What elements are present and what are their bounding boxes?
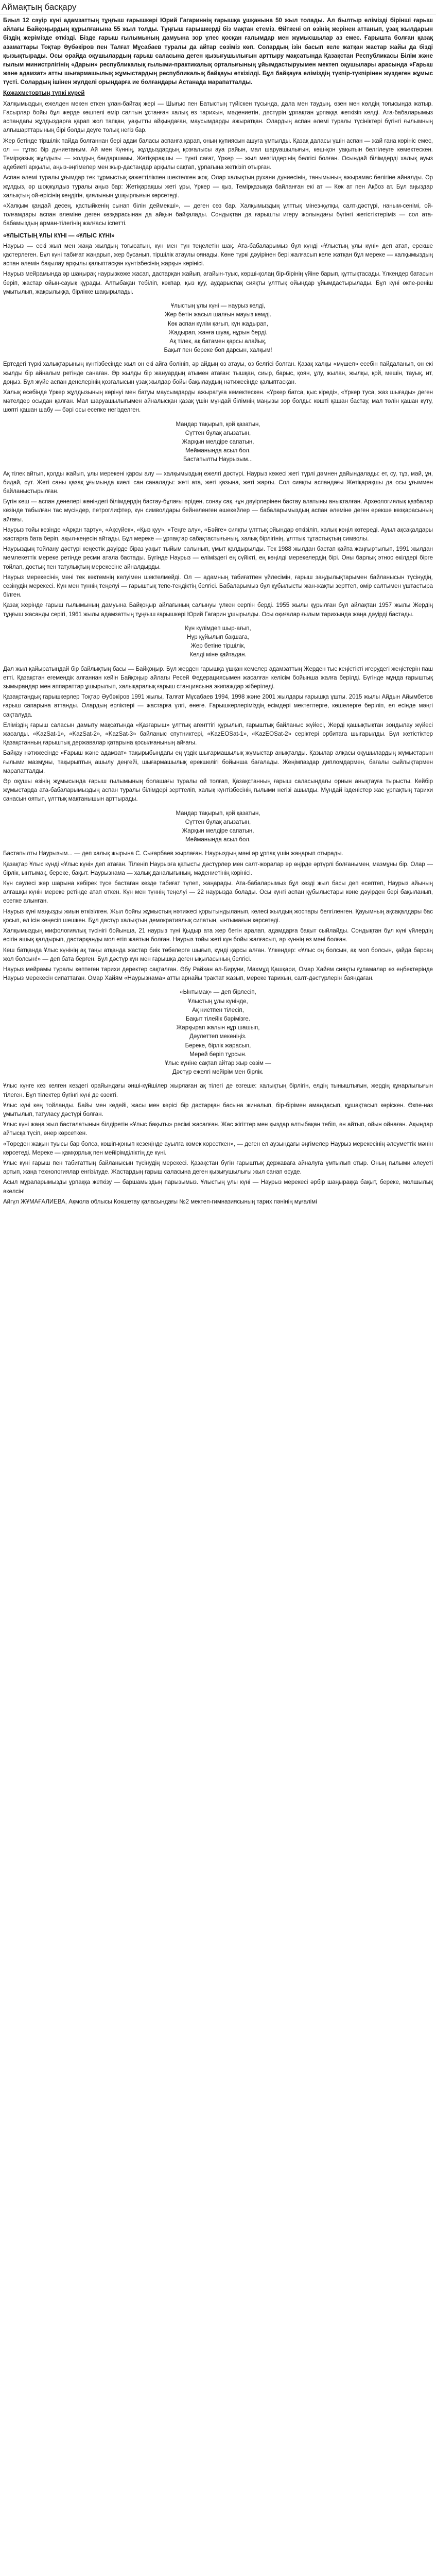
verse-line: Жадырап, жанға шуақ, нұрын берді. xyxy=(168,329,268,336)
verse-line: Жарқын мелдіре сапатын, xyxy=(182,438,254,445)
page-title: Аймақтың басқару xyxy=(0,0,436,14)
paragraph: Байқау нәтижесінде «Ғарыш және адамзат» тақырыбындағы ең үздік шығармашылық жұмыстар анықталды. Қазылар алқасы оқушылардың жұмыстарын ғылыми мазмұны, тақырыптың ашылу деңгейі, шығармашылық ерекшелігі бойынша бағалады. Жеңімпаздар дипломдармен, бағалы сыйлықтармен марапатталды. xyxy=(3,750,433,774)
verse-block xyxy=(3,624,433,660)
paragraph: Аспан әлемі туралы ұғымдар тек тұрмыстық қажеттілікпен шектелген жоқ. Олар халықтың рухани дүниесінің, танымының ажырамас бөлігіне айналды. Әр жұлдыз, әр шоқжұлдыз туралы аңыз бар: Жетіқарақшы жеті ұры, Үркер — қыз, Темірқазыққа байланған екі ат — Көк ат пен Ақбоз ат. Бұл аңыздар халықтың ой-өрісінің кеңдігін, қиялының ұшқырлығын көрсетеді. xyxy=(3,175,433,199)
paragraph: Ұлыс күні жаңа жыл басталатынын білдіретін «Ұлыс бақыты» рәсімі жасалған. Жас жігіттер мен қыздар алтыбақан тебіп, ән айтып, ойын ойнаған. Ақындар айтысқа түсіп, өнер көрсеткен. xyxy=(3,1122,433,1137)
article-subhead: Қожахметовтың түпкі күрей xyxy=(3,90,85,96)
verse-line: Келді міне қайтадан. xyxy=(189,652,247,658)
section-5 xyxy=(3,1082,433,1207)
verse-line: Мандар тақырып, қой қазатын, xyxy=(176,421,260,428)
verse-line: Дәулеттеп мекеніңіз. xyxy=(189,1033,247,1040)
paragraph: Халық есебінде Үркер жұлдызының көрінуі мен батуы маусымдарды ажыратуға көмектескен. «Үркер батса, қыс кіреді», «Үркер туса, жаз шығады» деген мәтелдер осыдан қалған. Мал шаруашылығымен айналысқан қазақ үшін мұндай білімнің маңызы зор болды: көшті қашан бастау, мал төлін қашан күту, шөпті қашан шабу — бәрі осы есепке негізделген. xyxy=(3,389,433,414)
verse-line: Жер бетіне тіршілік, xyxy=(190,643,246,650)
paragraph: Халқымыздың ежелден мекен еткен ұлан-байтақ жері — Шығыс пен Батыстың түйіскен тұсында, дала мен таудың, өзен мен көлдің тоғысында жатыр. Ғасырлар бойы бұл жерде көшпелі өмір салтын ұстанған халық өз тарихын, мәдениетін, дәстүрін ұрпақтан ұрпаққа жеткізіп келді. Ата-бабаларымыз аспандағы жұлдыздарға қарап жол тапқан, уақытты айқындаған, маусымдарды ажыратқан. Олардың аспан әлемі туралы түсініктері бүгінгі ғылымның алғышарттарының бірі болды деуге толық негіз бар. xyxy=(3,100,433,134)
verse-line: Көк аспан күлім қағып, күн жадырап, xyxy=(168,320,268,327)
verse-line: Ұлыс күніне сақтап айтар жыр сөзім — xyxy=(165,1060,271,1066)
verse-line: Ұлыстың ұлы күнінде, xyxy=(188,998,248,1005)
paragraph: «Халқым қандай десең, қастыйкенің сынап білін деймекші», — деген сөз бар. Халқымыздың ұлттық мінез-құлқы, салт-дәстүрі, наным-сенімі, ой-толғамдары аспан әлеміне деген көзқарасынан да айқын байқалады. Сондықтан да ғарышты игеру жолындағы бүгінгі жетістіктеріміз — сол ата-бабамыздың арман-тілегінің жалғасы іспетті. xyxy=(3,203,433,227)
verse-line: Ақ тілек, ақ батамен қарсы алайық, xyxy=(169,338,267,345)
paragraph: Еліміздің ғарыш саласын дамыту мақсатында «Қазғарыш» ұлттық агенттігі құрылып, ғарыштық байланыс жүйесі, Жерді қашықтықтан зондылау жүйесі жасалды. «KazSat-1», «KazSat-2», «KazSat-3» байланыс спутниктері, «KazEOSat-1», «KazEOSat-2» серіктері орбитаға шығарылды. Бұл жетістіктер Қазақстанның ғарыштық державалар қатарына қосылғанының айғағы. xyxy=(3,722,433,747)
verse-line: Бақыт пен береке боп дарсын, халқым! xyxy=(164,347,272,354)
section-1b xyxy=(3,360,433,415)
paragraph: Наурыз тойы кезінде «Арқан тарту», «Ақсүйек», «Қыз қуу», «Теңге алу», «Бәйге» сияқты ұлттық ойындар өткізіліп, халық көңіл көтереді. Ауыл ақсақалдары жастарға бата беріп, ақыл-кеңесін айтады. Бұл мереке — ұрпақтар сабақтастығының, халық бірлігінің, ұлттық тұтастықтың символы. xyxy=(3,527,433,542)
verse-line: Мандар тақырып, қой қазатын, xyxy=(176,810,260,817)
verse-line: Ұлыстың ұлы күні — наурыз келді, xyxy=(170,303,266,310)
verse-line: Жарқын мелдіре сапатын, xyxy=(182,828,254,835)
verse-line: Сүттен бұлақ ағызатын, xyxy=(185,430,251,436)
section-4 xyxy=(3,850,433,983)
section-2 xyxy=(3,470,433,619)
author-signature: Айгүл ЖҰМАҒАЛИЕВА, Ақмола облысы Кокшетау қаласындағы №2 мектеп-гимназиясының тарих пәнінің мұғалімі xyxy=(3,1198,317,1205)
paragraph: Қазақстандық ғарышкерлер Тоқтар Әубәкіров 1991 жылы, Талғат Мұсабаев 1994, 1998 және 2001 жылдары ғарышқа ұшты. 2015 жылы Айдын Айымбетов ғарыш сапарына аттанды. Олардың ерліктері — жастарға үлгі, өнеге. Ғарышкерлеріміздің есімдері мектептерге, көшелерге беріліп, ел есінде мәңгі сақталуда. xyxy=(3,694,433,718)
verse-line: Ақ ниетпен тілесіп, xyxy=(192,1007,244,1013)
verse-line: Береке, бірлік жарасып, xyxy=(185,1042,251,1049)
paragraph: Ұлыс күні ғарыш пен табиғаттың байланысын түсінудің мерекесі. Қазақстан бүгін ғарыштық державаға айналуға ұмтылып отыр. Оның ғылыми әлеуеті артып, жаңа технологиялар енгізілуде. Жастардың ғарыш саласына деген қызығушылығы жыл санап өсуде. xyxy=(3,1160,433,1176)
verse-line: Сүттен бұлақ ағызатын, xyxy=(185,819,251,825)
paragraph: Наурыз — ескі жыл мен жаңа жылдың тоғысатын, күн мен түн теңелетін шақ. Ата-бабаларымыз бұл күнді «Ұлыстың ұлы күні» деп атап, ерекше қастерлеген. Бұл күні табиғат жаңарып, жер бусанып, тіршілік атаулы оянады. Көне түркі дәуірінен бері жалғасып келе жатқан бұл мереке — халқымыздың аспан әлемін бақылау арқылы қалыптасқан күнтізбесінің жарқын көрінісі. xyxy=(3,243,433,267)
section-heading: «ҰЛЫСТЫҢ ҰЛЫ КҮНІ — «ҰЛЫС КҮНІ» xyxy=(3,232,115,239)
verse-line: «Ынтымақ» — деп бірлесіп, xyxy=(180,989,256,996)
paragraph: Қазақ жерінде ғарыш ғылымының дамуына Байқоңыр айлағының салынуы үлкен серпін берді. 1955 жылы құрылған бұл айлақтан 1957 жылы Жердің тұңғыш жасанды серігі, 1961 жылы адамзаттың тұңғыш ғарышкері Юрий Гагарин ұшырылды. Осы оқиғалар ғылым тарихында жаңа дәуірді бастады. xyxy=(3,602,433,618)
paragraph: Наурыздың тойлану дәстүрі кеңестік дәуірде біраз уақыт тыйым салынып, ұмыт қалдырылды. Тек 1988 жылдан бастап қайта жаңғыртылып, 1991 жылдан мемлекеттік мереке ретінде ресми атала бастады. Бүгінде Наурыз — еліміздегі ең сүйікті, ең көңілді мерекелердің бірі. Оны барлық этнос өкілдері бірге тойлап, достық пен татулықтың мерекесіне айналдырды. xyxy=(3,546,433,570)
paragraph: Бүгін кеш — аспан денелері жөніндегі білімдердің бастау-бұлағы әріден, сонау сақ, ғұн дәуірлерінен бастау алатыны анықталған. Археологиялық қазбалар кезінде табылған тас мүсіндер, петроглифтер, күн символдары бейнеленген әшекейлер — бабаларымыздың аспан әлеміне деген ерекше көзқарасының айғағы. xyxy=(3,499,433,523)
paragraph: Ақ тілек айтып, қолды жайып, ұлы мерекені қарсы алу — халқымыздың ежелгі дәстүрі. Наурыз көжесі жеті түрлі дәмнен дайындалады: ет, су, тұз, май, ұн, бидай, сүт. Жеті саны қазақ ұғымында киелі сан саналады: жеті ата, жеті қазына, жеті жарғы. Сол сияқты аспандағы Жетіқарақшы да осы ұғыммен байланыстырылған. xyxy=(3,470,433,495)
paragraph: Ертедегі түркі халықтарының күнтізбесінде жыл он екі айға бөлініп, әр айдың өз атауы, өз белгісі болған. Қазақ халқы «мүшел» есебін пайдаланып, он екі жылды бір айналым ретінде санаған. Әр жылды бір жануардың атымен атаған: тышқан, сиыр, барыс, қоян, ұлу, жылан, жылқы, қой, мешін, тауық, ит, доңыз. Бұл жүйе аспан денелерінің қозғалысын ұзақ жылдар бойы бақылаудың нәтижесінде қалыптасқан. xyxy=(3,361,433,385)
paragraph: Дәл жыл қайыратындай бір байлықтың басы — Байқоңыр. Бұл жерден ғарышқа ұшқан кемелер адамзаттың Жерден тыс кеңістікті игерудегі жеңістерін паш етті. Қазақстан егемендік алғаннан кейін Байқоңыр айлағы Ресей Федерациясымен жасалған келісім бойынша жалға берілді. Бүгінде мұнда ғарыштық зымырандар мен аппараттар ұшырылып, халықаралық ғарыш станциясына экипаждар жіберіледі. xyxy=(3,666,433,690)
verse-line: Жер бетін жасыл шалғын мауыз көмді. xyxy=(164,312,272,318)
verse-line: Бақыт тілейік бәрімізге. xyxy=(185,1015,251,1022)
paragraph: Наурыз мерекесінің мәні тек көктемнің келуімен шектелмейді. Ол — адамның табиғатпен үйлесімін, ғарыш заңдылықтарымен байланысын түсінудің, сезінудің мерекесі. Күн мен түннің теңелуі — ғарыштық тепе-теңдіктің белгісі. Бабаларымыз бұл құбылысты жан-жақты зерттеп, өмір салтымен ұштастыра білген. xyxy=(3,574,433,599)
paragraph: Ұлыс күнге кез келген кездегі орайындағы әнші-күйшілер жырлаған ақ тілегі де өзгеше: халықтың бірлігін, елдің тыныштығын, жердің құнарлылығын тілеген. Бұл тілектер бүгінгі күні де өзекті. xyxy=(3,1083,433,1098)
paragraph: Бастапылты Наурызым... — деп халық жырына С. Сығарбаев жырлаған. Наурыздың мәні әр ұрпақ үшін жаңарып отырады. xyxy=(3,851,343,857)
paragraph: Халқымыздың мифологиялық түсінігі бойынша, 21 наурыз түні Қыдыр ата жер бетін аралап, адамдарға бақыт сыйлайды. Сондықтан бұл күні үйлердің есігін ашық қалдырып, дастарқанды мол етіп жаятын болған. Наурыз тойы жеті күн бойы жалғасып, әр күннің өз мәні болған. xyxy=(3,928,433,943)
paragraph: Асыл мұраларымызды ұрпаққа жеткізу — баршамыздың парызымыз. Ұлыстың ұлы күні — Наурыз мерекесі әрбір шаңыраққа бақыт, береке, молшылық әкелсін! xyxy=(3,1179,433,1195)
paragraph: Наурыз мейрамы туралы көптеген тарихи деректер сақталған. Әбу Райхан әл-Бируни, Махмұд Қашқари, Омар Хайям сияқты ғұламалар өз еңбектерінде Наурыз мерекесін сипаттаған. Омар Хайям «Наурызнама» атты арнайы трактат жазып, мереке тарихын, салт-дәстүрлерін баяндаған. xyxy=(3,966,433,982)
paragraph: Әр оқушы өзінің жұмысында ғарыш ғылымының болашағы туралы ой толғап, Қазақстанның ғарыш саласындағы орнын анықтауға тырысты. Кейбір жұмыстарда ата-бабаларымыздың аспан туралы білімдері зерттеліп, халық күнтізбесінің ғылыми негізі ашылды. Мұндай ізденістер жас ұрпақтың тарихи санасын оятып, ұлттық мақтанышын арттырады. xyxy=(3,778,433,803)
section-1 xyxy=(3,242,433,297)
verse-line: Дәстүр ежелгі мейірім мен бірлік. xyxy=(172,1069,264,1076)
paragraph: Күн сәулесі жер шарына көбірек түсе бастаған кезде табиғат түлеп, жаңарады. Ата-бабаларымыз бұл кезді жыл басы деп есептеп, Наурыз айының алғашқы күнін мереке ретінде атап өткен. Күн мен түннің теңелуі — 22 наурызда болады. Осы күнгі аспан құбылыстары көне дәуірден бері бақыланып, есепке алынған. xyxy=(3,880,433,905)
paragraph: Жер бетінде тіршілік пайда болғаннан бері адам баласы аспанға қарап, оның құпиясын ашуға ұмтылды. Қазақ даласы үшін аспан — жай ғана көрініс емес, ол — тұтас бір дүниетаным. Ай мен Күннің, жұлдыздардың қозғалысы ауа райын, мал шаруашылығын, көш-қон уақытын белгілеуге көмектескен. Темірқазық жұлдызы — жолдың бағдаршамы, Жетіқарақшы — түнгі сағат, Үркер — жыл мезгілдерінің белгісі болған. Осындай білімдерді халық ауыз әдебиеті арқылы, аңыз-әңгімелер мен жыр-дастандар арқылы сақтап, ұрпағына жеткізіп отырған. xyxy=(3,138,433,171)
verse-block xyxy=(3,302,433,355)
verse-line: Мерей беріп тұрсын. xyxy=(189,1051,247,1058)
paragraph: Кеш батқанда Ұлыс күнінің ақ таңы атқанда жастар биік төбелерге шығып, күнді қарсы алған. Үлкендер: «Ұлыс оң болсын, ақ мол болсын, қайда барсаң жол болсын!» — деп бата берген. Бұл дәстүр күн мен ғарышқа деген ықыласының белгісі. xyxy=(3,947,433,962)
verse-block xyxy=(3,809,433,845)
paragraph: Наурыз күні маңызды жиын өткізілген. Жыл бойғы жұмыстың нәтижесі қорытындыланып, келесі жылдың жоспары белгіленген. Қауымның ақсақалдары бас қосып, ел ісін кеңесіп шешкен. Бұл дәстүр халықтың демократиялық сипатын, ынтымағын көрсетеді. xyxy=(3,908,433,924)
article-lead: Биыл 12 сәуір күні адамзаттың тұңғыш ғарышкері Юрий Гагариннің ғарышқа ұшқанына 50 жыл толады. Ал былтыр елімізді бірінші ғарыш айлағы Байқоңырдың құрылғанына 55 жыл толды. Тұңғыш ғарышкерді біз мақтан етеміз. Өйткені ол өзінің жерінен аттанып, ұзақ жылдарын біздің жерімізде өткізді. Бізде ғарыш ғылымының дамуына зор үлес қосқан ғалымдар мен жұмысшылар аз емес. Ғарышта болған қазақ азаматтары Тоқтар Әубәкіров пен Талғат Мұсабаев туралы да айтар сөзіміз көп. Солардың ізін басып келе жатқан жастар жайы да бізді қызықтырады. Осы орайда оқушылардың ғарыш саласына деген қызығушылығын арттыру мақсатында Қазақстан Республикасы Білім және ғылым министрлігінің «Дарын» республикалық ғылыми-практикалық орталығының ұйымдастыруымен мектеп оқушылары арасында «Ғарыш және адамзат» атты шығармашылық жұмыстардың республикалық байқауы өткізілді. Бұл байқауға еліміздің түкпір-түкпірінен жүздеген жұмыс түсті. Солардың ішінен жүлделі орындарға ие болғандары Астанада марапатталды. xyxy=(3,18,433,86)
intro-section xyxy=(3,100,433,229)
verse-block xyxy=(3,420,433,465)
verse-line: Нұр құйылып бақшаға, xyxy=(187,634,249,640)
verse-line: Мейманында асыл бол. xyxy=(185,448,251,454)
paragraph: «Төреден жақын туысы бар болса, көшіп-қонып кезеңінде ауылға көмек көрсеткен», — деген ел аузындағы әңгімелер Наурыз мерекесінің әлеуметтік мәнін көрсетеді. Мереке — қамқорлық пен мейірімділіктің де күні. xyxy=(3,1141,433,1156)
verse-block xyxy=(3,988,433,1077)
paragraph: Ұлыс күні кең тойланды. Байы мен кедейі, жасы мен кәрісі бір дастарқан басына жиналып, бір-бірімен амандасып, құшақтасып көріскен. Өкпе-наз ұмытылып, татуласу дәстүрі болған. xyxy=(3,1102,433,1117)
article-body xyxy=(0,14,436,1207)
paragraph: Наурыз мейрамында әр шаңырақ наурызкөже жасап, дастарқан жайып, ағайын-туыс, көрші-қолаң бір-бірінің үйіне барып, құттықтасады. Үлкендер батасын беріп, жастар ойын-сауық құрады. Алтыбақан тебіліп, көкпар, қыз қуу, аударыспақ сияқты ұлттық ойындар ұйымдастырылады. Бұл күні өкпе-реніш ұмытылып, жақсылыққа, бірлікке шақырылады. xyxy=(3,271,433,295)
verse-line: Күн күлімдеп шыр-ағып, xyxy=(185,625,251,632)
verse-line: Мейманында асыл бол. xyxy=(185,837,251,843)
verse-line: Бастапылты Наурызым... xyxy=(183,456,253,463)
paragraph: Қазақтар Ұлыс күнді «Ұлыс күні» деп атаған. Тіленіп Наурызға қатысты дәстүрлер мен салт-жоралар әр өңірде әртүрлі болғанымен, мазмұны бір. Олар — бірлік, ынтымақ, береке, бақыт. Наурызнама — халық даналығының, мәдениетінің көрінісі. xyxy=(3,861,433,876)
section-3 xyxy=(3,665,433,804)
verse-line: Жарқырап жалын нұр шашып, xyxy=(176,1025,260,1031)
